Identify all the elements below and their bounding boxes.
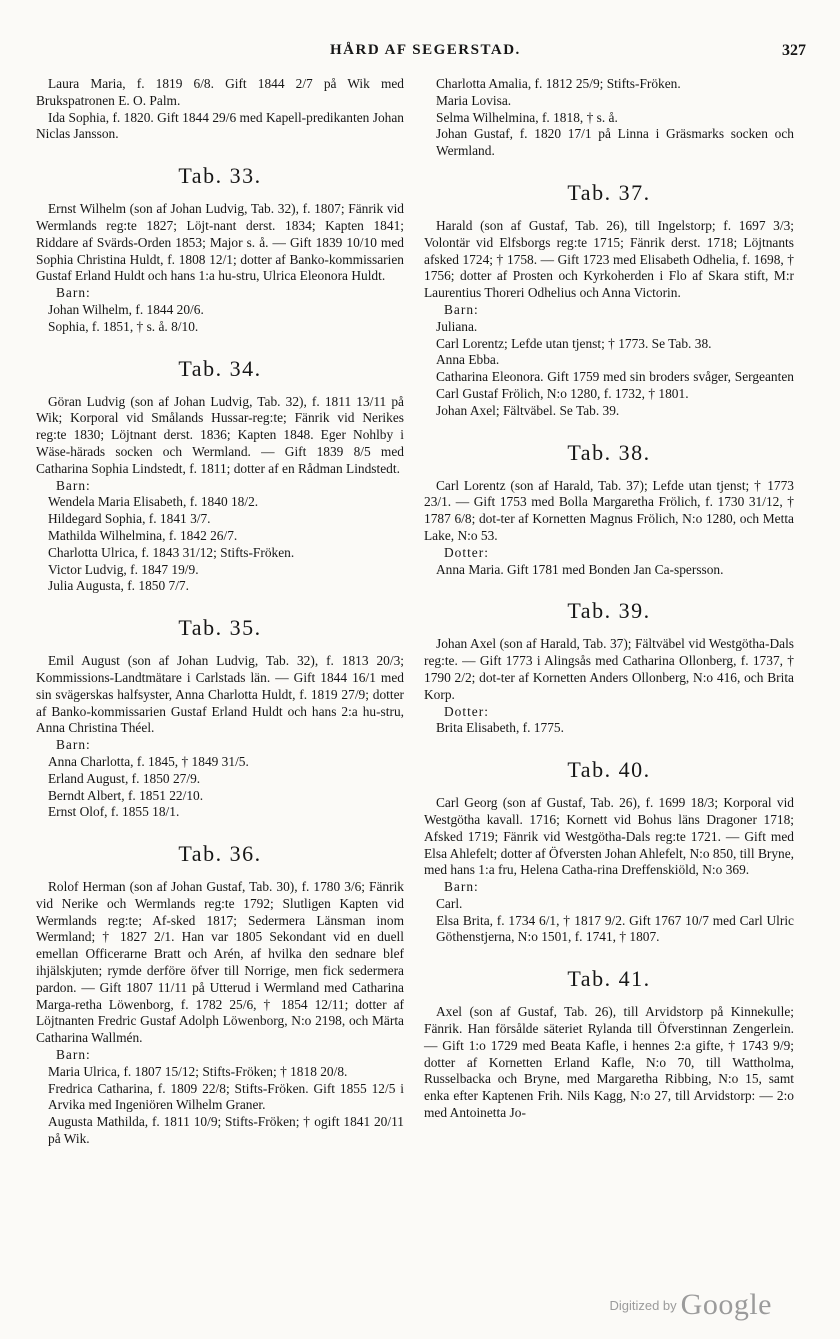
tab-39-text: Johan Axel (son af Harald, Tab. 37); Fältväbel vid Westgötha-Dals reg:te. — Gift 1773 i Alingsås med Catharina Ollonberg, f. 1737, † 1790 2/2; dot-ter af Kornetten Anders Ollonberg, N:o 416, och Brita Korp. bbox=[424, 636, 794, 702]
tab-36-label: Barn: bbox=[56, 1047, 91, 1063]
child-entry: Anna Ebba. bbox=[436, 352, 500, 368]
tab-38-heading: Tab. 38. bbox=[567, 439, 651, 465]
tab-39-heading: Tab. 39. bbox=[567, 598, 651, 624]
child-entry: Julia Augusta, f. 1850 7/7. bbox=[48, 578, 189, 594]
entry-intro-1: Charlotta Amalia, f. 1812 25/9; Stifts-Fröken. bbox=[436, 76, 681, 91]
child-entry: Mathilda Wilhelmina, f. 1842 26/7. bbox=[48, 527, 238, 543]
tab-41-heading: Tab. 41. bbox=[567, 966, 651, 992]
tab-40-label: Barn: bbox=[444, 879, 479, 895]
tab-33-text: Ernst Wilhelm (son af Johan Ludvig, Tab. 32), f. 1807; Fänrik vid Wermlands reg:te 1827; Löjt-nant derst. 1834; Kapten 1841; Riddare af Svärds-Orden 1853; Major s. å. — Gift 1839 10/10 med Sophia Christina Huldt, f. 1808 12/1; dotter af Banko-kommissarien Gustaf Erland Huldt och hans 1:a hu-stru, Ulrica Eleonora Huldt. bbox=[36, 201, 404, 284]
page-header bbox=[30, 42, 810, 64]
entry-intro-1: Laura Maria, f. 1819 6/8. Gift 1844 2/7 på Wik med Brukspatronen E. O. Palm. bbox=[36, 76, 404, 108]
entry-intro-2: Maria Lovisa. bbox=[436, 92, 512, 108]
child-entry: Hildegard Sophia, f. 1841 3/7. bbox=[48, 511, 211, 527]
tab-35-heading: Tab. 35. bbox=[178, 615, 262, 641]
tab-33-heading: Tab. 33. bbox=[178, 163, 262, 189]
child-entry: Charlotta Ulrica, f. 1843 31/12; Stifts-Fröken. bbox=[48, 544, 295, 560]
child-entry: Johan Axel; Fältväbel. Se Tab. 39. bbox=[436, 402, 620, 418]
child-entry: Brita Elisabeth, f. 1775. bbox=[436, 720, 564, 736]
entry-intro-2: Ida Sophia, f. 1820. Gift 1844 29/6 med Kapell-predikanten Johan Niclas Jansson. bbox=[36, 109, 404, 142]
child-entry: Johan Wilhelm, f. 1844 20/6. bbox=[48, 301, 204, 317]
child-entry: Ernst Olof, f. 1855 18/1. bbox=[48, 804, 180, 820]
tab-40-text: Carl Georg (son af Gustaf, Tab. 26), f. 1699 18/3; Korporal vid Westgötha kavall. 1716; Kornett vid Bohus läns Dragoner 1718; Afsked 1719; Fänrik vid Westgötha-Dals reg:te 1721. — Gift med Elsa Ahlefelt; dotter af Öfversten Johan Ahlefelt, N:o 850, till Bryne, med hans 1:a fru, Helena Catha-rina Dreffenskiöld, N:o 369. bbox=[424, 795, 795, 878]
child-entry: Fredrica Catharina, f. 1809 22/8; Stifts-Fröken. Gift 1855 12/5 i Arvika med Ingeniören Wilhelm Graner. bbox=[48, 1080, 404, 1113]
tab-36-heading: Tab. 36. bbox=[178, 841, 262, 867]
child-entry: Carl Lorentz; Lefde utan tjenst; † 1773. Se Tab. 38. bbox=[436, 335, 712, 351]
child-entry: Berndt Albert, f. 1851 22/10. bbox=[48, 787, 204, 803]
child-entry: Juliana. bbox=[436, 318, 478, 334]
tab-36-text: Rolof Herman (son af Johan Gustaf, Tab. 30), f. 1780 3/6; Fänrik vid Nerike och Wermlands reg:te 1792; Slutligen Kapten vid Wermlands reg:te; Af-sked 1817; Sedermera Länsman inom Wermland; † 1827 2/1. Han var 1805 Sekondant vid en duell emellan Officerarne Bratt och Arén, af hvilka den sednare blef ihjälskjuten; rymde derföre öfver till Norrige, men fick sedermera pardon. — Gift 1807 11/11 på Utterud i Wermland med Catharina Marga-retha Löwenborg, f. 1782 25/6, † 1854 12/11; dotter af Löjtnanten Fredric Gustaf Adolph Löwenborg, N:o 2198, och Märta Catharina Wallmén. bbox=[36, 879, 404, 1046]
tab-38-text: Carl Lorentz (son af Harald, Tab. 37); Lefde utan tjenst; † 1773 23/1. — Gift 1753 med Bolla Margaretha Frölich, f. 1730 31/12, † 1787 6/8; dot-ter af Kornetten Magnus Frölich, N:o 1280, och Metta Lake, N:o 53. bbox=[424, 477, 794, 543]
tab-33-label: Barn: bbox=[56, 285, 91, 301]
left-column bbox=[36, 76, 404, 1148]
entry-intro-4: Johan Gustaf, f. 1820 17/1 på Linna i Gräsmarks socken och Wermland. bbox=[436, 126, 794, 159]
child-entry: Anna Maria. Gift 1781 med Bonden Jan Ca-spersson. bbox=[436, 561, 724, 577]
tab-34-text: Göran Ludvig (son af Johan Ludvig, Tab. 32), f. 1811 13/11 på Wik; Korporal vid Smålands Hussar-reg:te; Fänrik vid Nerikes reg:te 1830; Löjtnant derst. 1836; Kapten 1848. Eger Nohlby i Wäse-härads socken och Wermland. — Gift 1839 8/5 med Catharina Sophia Lindstedt, f. 1811; dotter af en Rådman Lindstedt. bbox=[36, 393, 404, 476]
tab-37-label: Barn: bbox=[444, 301, 479, 317]
child-entry: Elsa Brita, f. 1734 6/1, † 1817 9/2. Gift 1767 10/7 med Carl Ulric Göthenstjerna, N:o 1501, f. 1741, † 1807. bbox=[436, 912, 794, 945]
tab-37-heading: Tab. 37. bbox=[567, 179, 651, 205]
child-entry: Maria Ulrica, f. 1807 15/12; Stifts-Fröken; † 1818 20/8. bbox=[48, 1063, 348, 1079]
tab-35-text: Emil August (son af Johan Ludvig, Tab. 32), f. 1813 20/3; Kommissions-Landtmätare i Carlstads län. — Gift 1844 16/1 med sin svägerskas halfsyster, Anna Charlotta Huldt, f. 1819 27/9; dotter af Banko-kommissarien Gustaf Erland Huldt och hans 2:a hu-stru, Anna Christina Théel. bbox=[36, 653, 404, 736]
tab-35-label: Barn: bbox=[56, 737, 91, 753]
child-entry: Wendela Maria Elisabeth, f. 1840 18/2. bbox=[48, 494, 259, 510]
entry-intro-3: Selma Wilhelmina, f. 1818, † s. å. bbox=[436, 109, 618, 125]
tab-41-text: Axel (son af Gustaf, Tab. 26), till Arvidstorp på Kinnekulle; Fänrik. Han försålde säteriet Rylanda till Öfverstinnan Zengerlein. — Gift 1:o 1729 med Beata Kafle, i hennes 2:a gifte, † 1743 9/9; dotter af Kornetten Erland Kafle, N:o 70, till Wattholma, Russelbacka och Bryne, med Margaretha Ribbing, N:o 15, samt enka efter Kaptenen Frih. Nils Kagg, N:o 27, till Arvidstorp: — 2:o med Antoinetta Jo- bbox=[424, 1004, 794, 1121]
tab-34-heading: Tab. 34. bbox=[178, 355, 262, 381]
google-logo: Google bbox=[680, 1288, 772, 1321]
tab-40-heading: Tab. 40. bbox=[567, 757, 651, 783]
running-head: HÅRD AF SEGERSTAD. bbox=[330, 42, 521, 58]
right-column bbox=[424, 76, 794, 1122]
child-entry: Sophia, f. 1851, † s. å. 8/10. bbox=[48, 318, 199, 334]
page-number: 327 bbox=[782, 42, 806, 59]
child-entry: Victor Ludvig, f. 1847 19/9. bbox=[48, 561, 199, 577]
tab-39-label: Dotter: bbox=[444, 703, 489, 719]
digitized-watermark bbox=[609, 1288, 772, 1322]
child-entry: Augusta Mathilda, f. 1811 10/9; Stifts-Fröken; † ogift 1841 20/11 på Wik. bbox=[48, 1114, 404, 1147]
digitized-label: Digitized by bbox=[609, 1298, 677, 1313]
child-entry: Anna Charlotta, f. 1845, † 1849 31/5. bbox=[48, 753, 249, 769]
tab-37-text: Harald (son af Gustaf, Tab. 26), till Ingelstorp; f. 1697 3/3; Volontär vid Elfsborgs reg:te 1715; Fänrik derst. 1718; Löjtnants afsked 1724; † 1758. — Gift 1723 med Elisabeth Odhelia, f. 1698, † 1756; dotter af Prosten och Kyrkoherden i Flo af Skara stift, M:r Laurentius Thoreri Odhelius och Anna Victorin. bbox=[424, 217, 794, 301]
child-entry: Erland August, f. 1850 27/9. bbox=[48, 770, 201, 786]
tab-38-label: Dotter: bbox=[444, 544, 489, 560]
child-entry: Catharina Eleonora. Gift 1759 med sin broders svåger, Sergeanten Carl Gustaf Frölich, N:o 1280, f. 1732, † 1801. bbox=[436, 369, 794, 401]
child-entry: Carl. bbox=[436, 895, 463, 911]
tab-34-label: Barn: bbox=[56, 477, 91, 493]
